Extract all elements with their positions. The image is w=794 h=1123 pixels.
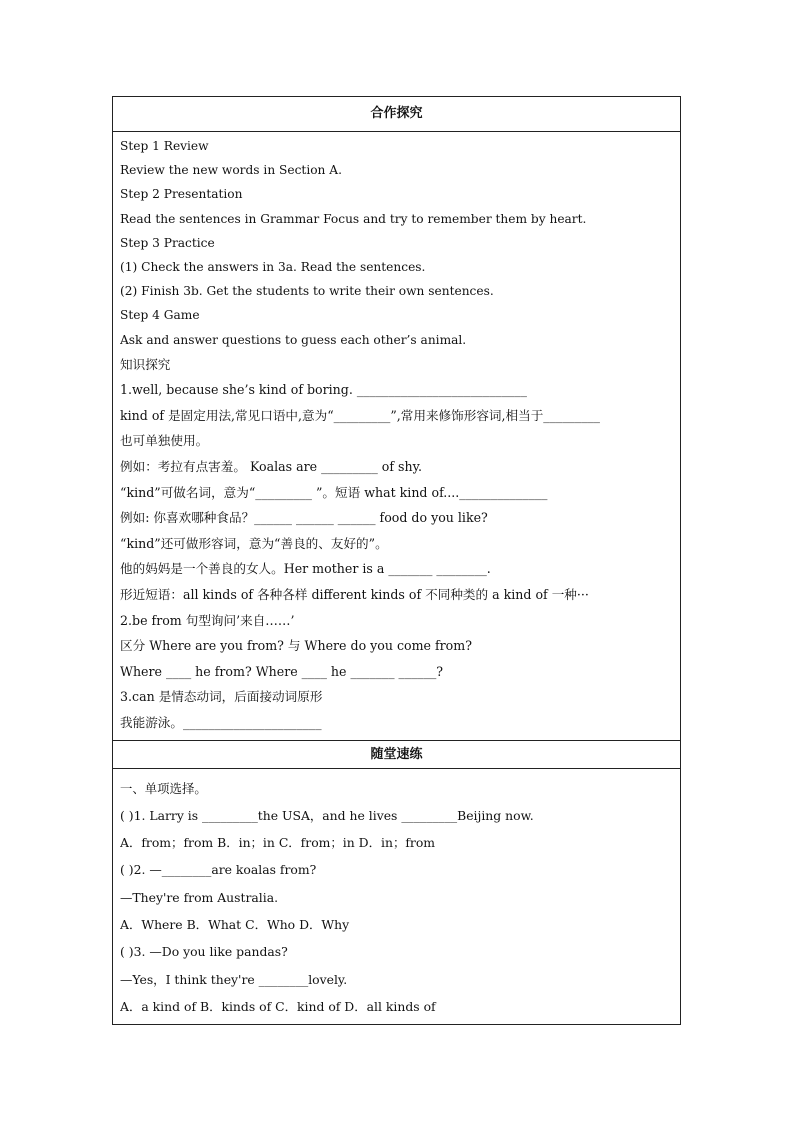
text-line: “kind”还可做形容词，意为“善良的、友好的”。 <box>120 535 388 551</box>
question-line: ( )2. —________are koalas from? <box>120 862 317 878</box>
text-line: 一、单项选择。 <box>120 780 207 796</box>
text-line: —Yes，I think they're ________lovely. <box>120 971 348 987</box>
text-line: Step 2 Presentation <box>120 187 243 202</box>
text-line: Review the new words in Section A. <box>120 163 342 178</box>
options-line: A．a kind of B．kinds of C．kind of D．all kinds of <box>120 998 436 1014</box>
text-line: 也可单独使用。 <box>120 433 209 449</box>
text-line: 区分 Where are you from? 与 Where do you come from? <box>120 638 472 654</box>
text-line: Step 4 Game <box>120 308 200 323</box>
text-line: Step 3 Practice <box>120 235 215 250</box>
text-line: Ask and answer questions to guess each other’s animal. <box>120 332 467 347</box>
section-header-in-class-practice: 随堂速练 <box>113 740 680 769</box>
worksheet-table <box>112 96 681 1025</box>
text-line: Where ____ he from? Where ____ he _______ ______? <box>120 663 444 679</box>
text-line: Read the sentences in Grammar Focus and try to remember them by heart. <box>120 211 587 226</box>
text-line: (2) Finish 3b. Get the students to write their own sentences. <box>120 284 494 299</box>
options-line: A．Where B．What C．Who D．Why <box>120 917 350 933</box>
text-line: 2.be from 句型询问’来自……’ <box>120 612 295 628</box>
text-line: (1) Check the answers in 3a. Read the sentences. <box>120 259 426 274</box>
text-line: Step 1 Review <box>120 139 209 153</box>
text-line: 形近短语：all kinds of 各种各样 different kinds of 不同种类的 a kind of 一种··· <box>120 587 589 603</box>
section-body-in-class-practice <box>113 769 680 1025</box>
section-body-cooperative-inquiry <box>113 132 680 740</box>
text-line: 例如：考拉有点害羞。 Koalas are _________ of shy. <box>120 459 423 475</box>
text-line: 3.can 是情态动词，后面接动词原形 <box>120 689 323 705</box>
text-line: “kind”可做名词，意为“_________ ”。短语 what kind of....______________ <box>120 484 548 500</box>
options-line: A．from；from B．in；in C．from；in D．in；from <box>120 835 436 851</box>
text-line: 我能游泳。______________________ <box>120 715 322 730</box>
question-line: ( )1. Larry is _________the USA，and he lives _________Beijing now. <box>120 807 534 823</box>
section-header-cooperative-inquiry: 合作探究 <box>113 97 680 132</box>
text-line: 例如: 你喜欢哪种食品？______ ______ ______ food do you like? <box>120 510 488 526</box>
question-line: ( )3. —Do you like pandas? <box>120 944 288 960</box>
text-line: 他的妈妈是一个善良的女人。Her mother is a _______ ________. <box>120 561 491 577</box>
text-line: 知识探究 <box>120 356 171 372</box>
text-line: 1.well, because she’s kind of boring. ___________________________ <box>120 382 527 398</box>
text-line: kind of 是固定用法,常见口语中,意为“_________”,常用来修饰形容词,相当于_________ <box>120 407 600 423</box>
text-line: —They're from Australia. <box>120 889 279 905</box>
